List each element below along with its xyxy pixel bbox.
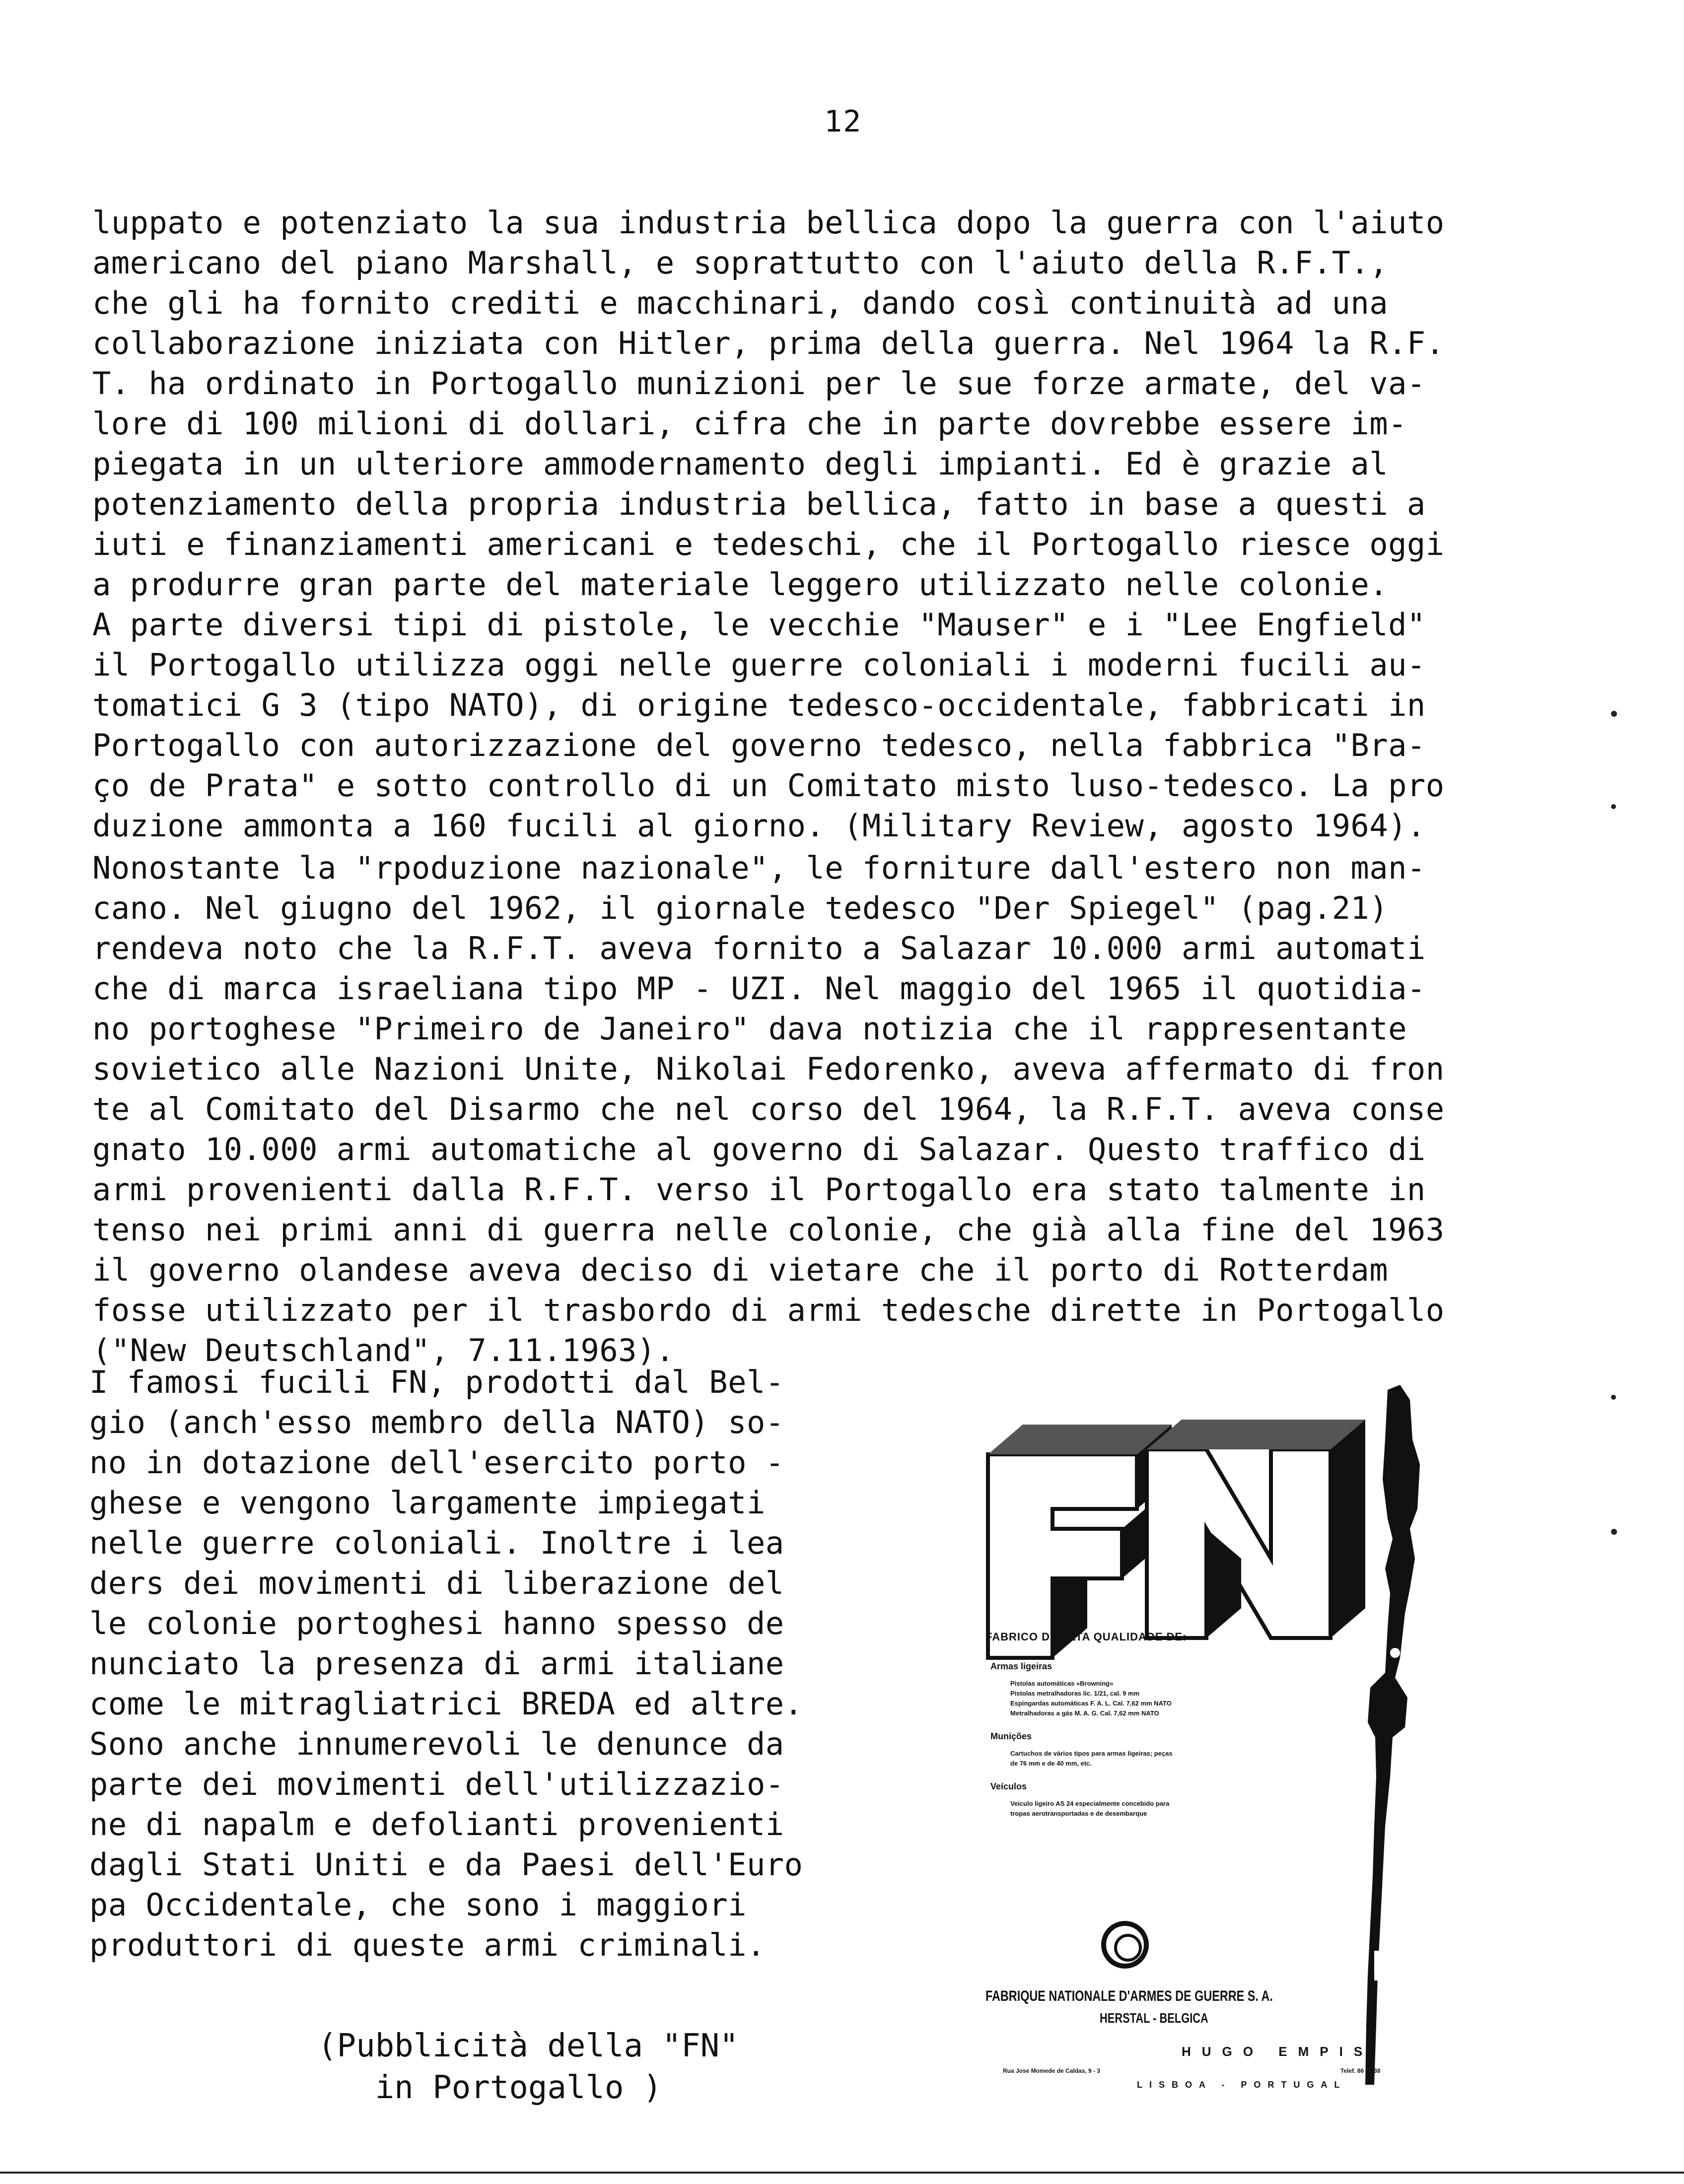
body-paragraph: luppato e potenziato la sua industria bellica dopo la guerra con l'aiuto americano del piano Marshall, e soprattutto con l'aiuto della R.F.T., che gli ha fornito crediti e macchinari, dando così continuità ad una collaborazione iniziata con Hitler, prima della guerra. Nel 1964 la R.F. T. ha ordinato in Portogallo munizioni per le sue forze armate, del va- lore di 100 milioni di dollari, cifra che in parte dovrebbe essere im- piegata in un ulteriore ammodernamento degli impianti. Ed è grazie al potenziamento della propria industria bellica, fatto in base a questi a iuti e finanziamenti americani e tedeschi, che il Portogallo riesce oggi a produrre gran parte del materiale leggero utilizzato nelle colonie. A parte diversi tipi di pistole, le vecchie "Mauser" e i "Lee Engfield" il Portogallo utilizza oggi nelle guerre coloniali i moderni fucili au- tomatici G 3 (tipo NATO), di origine tedesco-occidentale, fabbricati in Portogallo con autorizzazione del governo tedesco, nella fabbrica "Bra- ço de Prata" e sotto controllo di un Comitato misto luso-tedesco. La pro duzione ammonta a 160 fucili al giorno. (Military Review, agosto 1964). [92, 205, 1445, 844]
ad-city: LISBOA - PORTUGAL [1137, 2080, 1347, 2090]
ad-line: Veículo ligeiro AS 24 especialmente concebido para [1010, 1800, 1170, 1807]
rifle-icon [1365, 1385, 1420, 2085]
ad-phone: Telef. 86 31 38 [1340, 2067, 1381, 2074]
ad-address: Rua Jose Momede de Caldas, 9 - 3 [1003, 2067, 1101, 2074]
ad-section-title: Veículos [990, 1781, 1027, 1791]
ad-line: Espingardas automáticas F. A. L. Cal. 7,62 mm NATO [1010, 1700, 1172, 1707]
bottom-rule [0, 2172, 1684, 2174]
advertisement-caption: (Pubblicità della "FN" in Portogallo ) [318, 2028, 739, 2106]
body-paragraph: I famosi fucili FN, prodotti dal Bel- gio (anch'esso membro della NATO) so- no in dotazione dell'esercito porto - ghese e vengono largamente impiegati nelle guerre coloniali. Inoltre i lea ders dei movimenti di liberazione del le colonie portoghesi hanno spesso de nunciato la presenza di armi italiane come le mitragliatrici BREDA ed altre. Sono anche innumerevoli le denunce da parte dei movimenti dell'utilizzazio- ne di napalm e defolianti provenienti dagli Stati Uniti e da Paesi dell'Euro pa Occidentale, che sono i maggiori produttori di queste armi criminali. [89, 1364, 803, 1963]
scan-speck [1611, 711, 1617, 717]
ad-line: tropas aerotransportadas e de desembarque [1010, 1810, 1147, 1817]
ad-company: FABRIQUE NATIONALE D'ARMES DE GUERRE S. A. [985, 1988, 1273, 2004]
fn-seal-icon [1101, 1921, 1149, 1969]
fn-logo [988, 1420, 1365, 1658]
ad-text-block [985, 1631, 1363, 1832]
scan-speck [1611, 1395, 1616, 1400]
page-number: 12 [824, 104, 862, 139]
ad-line: Pistolas metralhadoras lic. 1/21, cal. 9 mm [1010, 1690, 1140, 1697]
ad-section-title: Armas ligeiras [990, 1661, 1052, 1671]
ad-section-title: Munições [990, 1731, 1032, 1741]
body-paragraph: Nonostante la "rpoduzione nazionale", le forniture dall'estero non man- cano. Nel giugno del 1962, il giornale tedesco "Der Spiegel" (pag.21) rendeva noto che la R.F.T. aveva fornito a Salazar 10.000 armi automati che di marca israeliana tipo MP - UZI. Nel maggio del 1965 il quotidia- no portoghese "Primeiro de Janeiro" dava notizia che il rappresentante sovietico alle Nazioni Unite, Nikolai Fedorenko, aveva affermato di fron te al Comitato del Disarmo che nel corso del 1964, la R.F.T. aveva conse gnato 10.000 armi automatiche al governo di Salazar. Questo traffico di armi provenienti dalla R.F.T. verso il Portogallo era stato talmente in tenso nei primi anni di guerra nelle colonie, che già alla fine del 1963 il governo olandese aveva deciso di vietare che il porto di Rotterdam fosse utilizzato per il trasbordo di armi tedesche dirette in Portogallo ("New Deutschland", 7.11.1963). [92, 850, 1445, 1368]
ad-line: de 76 mm e de 40 mm, etc. [1010, 1760, 1092, 1767]
scan-speck [1611, 804, 1616, 809]
ad-line: Metralhadoras a gás M. A. G. Cal. 7,62 mm NATO [1010, 1709, 1159, 1717]
ad-line: Pistolas automáticas «Browning» [1010, 1680, 1114, 1687]
ad-agent: HUGO EMPIS [1182, 2044, 1374, 2059]
ad-line: Cartuchos de vários tipos para armas ligeiras; peças [1010, 1750, 1173, 1757]
ad-headline: FABRICO DE ALTA QUALIDADE DE: [985, 1631, 1187, 1643]
ad-location: HERSTAL - BELGICA [1100, 2010, 1208, 2026]
scan-speck [1611, 1529, 1617, 1535]
